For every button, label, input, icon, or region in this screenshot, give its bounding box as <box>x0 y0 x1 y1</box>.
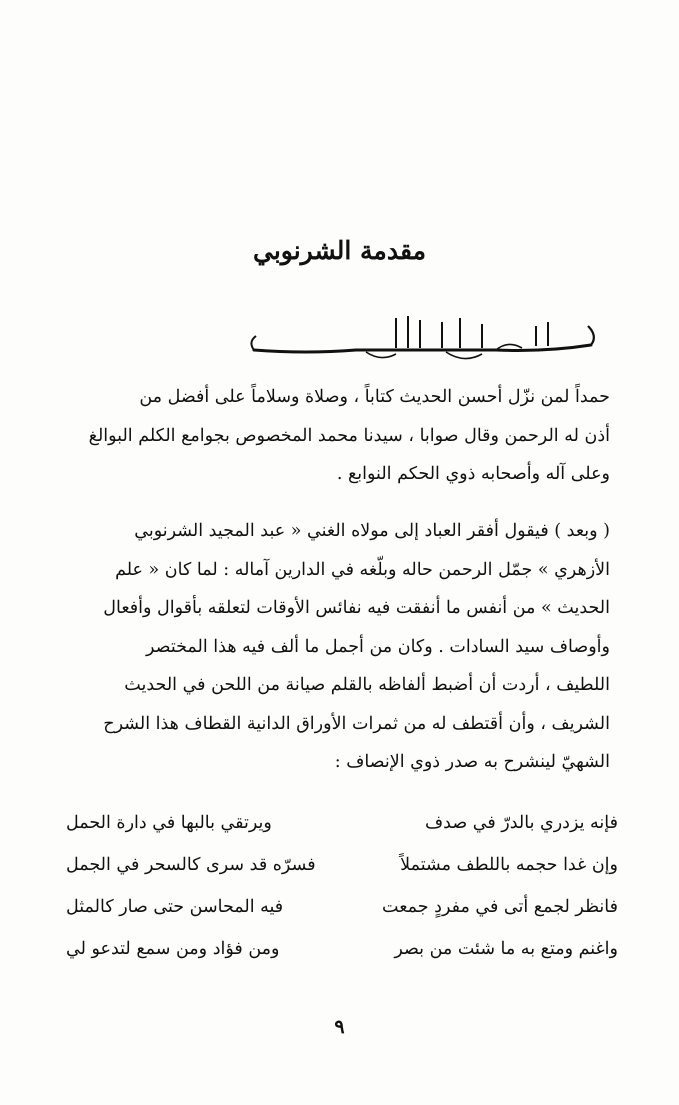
paragraph-line: حمداً لمن نزّل أحسن الحديث كتاباً ، وصلاة وسلاماً على أفضل من <box>139 387 610 407</box>
verse-second-half: فيه المحاسن حتى صار كالمثل <box>66 897 284 917</box>
paragraph-line: الشريف ، وأن أقتطف له من ثمرات الأوراق الدانية القطاف هذا الشرح <box>103 713 610 734</box>
paragraph-line: الشهيّ لينشرح به صدر ذوي الإنصاف : <box>334 752 610 772</box>
verse-second-half: ومن فؤاد ومن سمع لتدعو لي <box>66 939 280 959</box>
page-title: مقدمة الشرنوبي <box>253 236 426 265</box>
paragraph-line: الحديث » من أنفس ما أنفقت فيه نفائس الأوقات لتعلقه بأقوال وأفعال <box>103 598 610 618</box>
poem-verse <box>66 802 618 844</box>
verse-first-half: فإنه يزدري بالدرّ في صدف <box>425 813 618 833</box>
main-paragraph <box>70 512 610 782</box>
poem <box>66 802 618 970</box>
intro-paragraph <box>70 378 610 494</box>
paragraph-line: اللطيف ، أردت أن أضبط ألفاظه بالقلم صيانة من اللحن في الحديث <box>124 675 610 695</box>
verse-second-half: ويرتقي بالبها في دارة الحمل <box>66 813 272 833</box>
verse-second-half: فسرّه قد سرى كالسحر في الجمل <box>66 855 316 875</box>
paragraph-line: الأزهري » جمّل الرحمن حاله وبلّغه في الدارين آماله : لما كان « علم <box>115 559 610 580</box>
paragraph-line: وأوصاف سيد السادات . وكان من أجمل ما ألف فيه هذا المختصر <box>146 636 610 657</box>
basmala-calligraphy <box>246 312 606 366</box>
paragraph-line: ( وبعد ) فيقول أفقر العباد إلى مولاه الغني « عبد المجيد الشرنوبي <box>134 521 610 541</box>
verse-first-half: واغنم ومتع به ما شئت من بصر <box>394 939 618 959</box>
paragraph-line: وعلى آله وأصحابه ذوي الحكم النوابع . <box>336 464 610 484</box>
verse-first-half: فانظر لجمع أتى في مفردٍ جمعت <box>382 897 618 917</box>
poem-verse <box>66 886 618 928</box>
verse-first-half: وإن غدا حجمه باللطف مشتملاً <box>400 855 618 875</box>
poem-verse <box>66 928 618 970</box>
page-number: ٩ <box>334 1016 345 1038</box>
paragraph-line: أذن له الرحمن وقال صوابا ، سيدنا محمد المخصوص بجوامع الكلم البوالغ <box>88 425 610 446</box>
poem-verse <box>66 844 618 886</box>
